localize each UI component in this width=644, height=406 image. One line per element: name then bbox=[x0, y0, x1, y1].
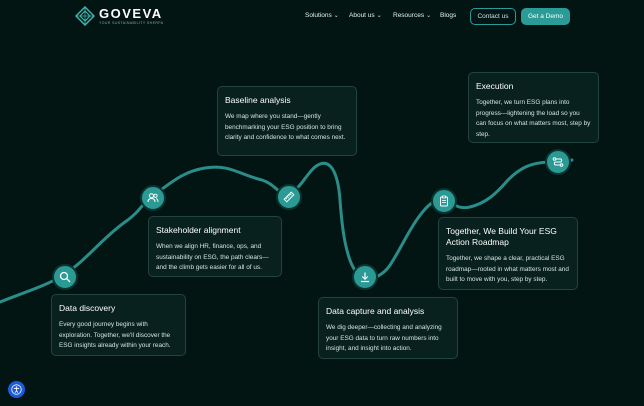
step-title: Together, We Build Your ESG Action Roadmap bbox=[446, 226, 557, 247]
step-card-execution bbox=[468, 72, 599, 143]
brand-name: GOVEVA bbox=[99, 6, 163, 21]
step-title: Execution bbox=[476, 81, 514, 91]
step-title: Data capture and analysis bbox=[326, 306, 425, 316]
users-icon bbox=[147, 192, 159, 204]
step-description: When we align HR, finance, ops, and sustainability on ESG, the path clears—and the climb gets easier for all of us. bbox=[156, 243, 269, 271]
clipboard-icon bbox=[438, 195, 450, 207]
nav-item-label: About us bbox=[349, 12, 375, 19]
search-icon bbox=[59, 271, 71, 283]
scale-icon bbox=[283, 191, 295, 203]
chevron-down-icon: ⌄ bbox=[333, 13, 339, 19]
step-description: We dig deeper—collecting and analyzing your ESG data to turn raw numbers into insight, and insight into action. bbox=[326, 324, 442, 352]
brand-tagline: YOUR SUSTAINABILITY SHERPA bbox=[99, 21, 164, 25]
contact-us-button[interactable]: Contact us bbox=[470, 8, 516, 25]
accessibility-button[interactable] bbox=[8, 381, 25, 398]
scale-icon-node[interactable] bbox=[276, 184, 302, 210]
step-description: We map where you stand—gently benchmarking your ESG position to bring clarity and confidence to what comes next. bbox=[225, 113, 346, 141]
get-a-demo-button[interactable]: Get a Demo bbox=[521, 8, 570, 25]
step-card-baseline-analysis bbox=[217, 86, 357, 156]
chevron-down-icon: ⌄ bbox=[426, 13, 432, 19]
clipboard-icon-node[interactable] bbox=[431, 188, 457, 214]
route-icon bbox=[552, 156, 564, 168]
chevron-down-icon: ⌄ bbox=[376, 13, 382, 19]
search-icon-node[interactable] bbox=[52, 264, 78, 290]
step-description: Together, we turn ESG plans into progress—lightening the load so you can focus on what matters most, step by step. bbox=[476, 99, 591, 138]
step-card-esg-roadmap bbox=[438, 217, 578, 290]
step-card-data-capture bbox=[318, 297, 458, 359]
step-description: Together, we shape a clear, practical ESG roadmap—rooted in what matters most and built to move with you, step by step. bbox=[446, 255, 569, 283]
download-icon bbox=[359, 271, 371, 283]
nav-item-label: Blogs bbox=[440, 12, 457, 19]
accessibility-icon bbox=[11, 384, 22, 395]
step-description: Every good journey begins with exploration. Together, we'll discover the ESG insights already within your reach. bbox=[59, 321, 171, 349]
nav-item-label: Solutions bbox=[305, 12, 332, 19]
step-title: Baseline analysis bbox=[225, 95, 291, 105]
download-icon-node[interactable] bbox=[352, 264, 378, 290]
step-title: Data discovery bbox=[59, 303, 116, 313]
users-icon-node[interactable] bbox=[140, 185, 166, 211]
route-icon-node[interactable] bbox=[545, 149, 571, 175]
step-card-stakeholder-alignment bbox=[148, 216, 282, 277]
step-card-data-discovery bbox=[51, 294, 186, 356]
step-title: Stakeholder alignment bbox=[156, 225, 241, 235]
nav-item-label: Resources bbox=[393, 12, 425, 19]
